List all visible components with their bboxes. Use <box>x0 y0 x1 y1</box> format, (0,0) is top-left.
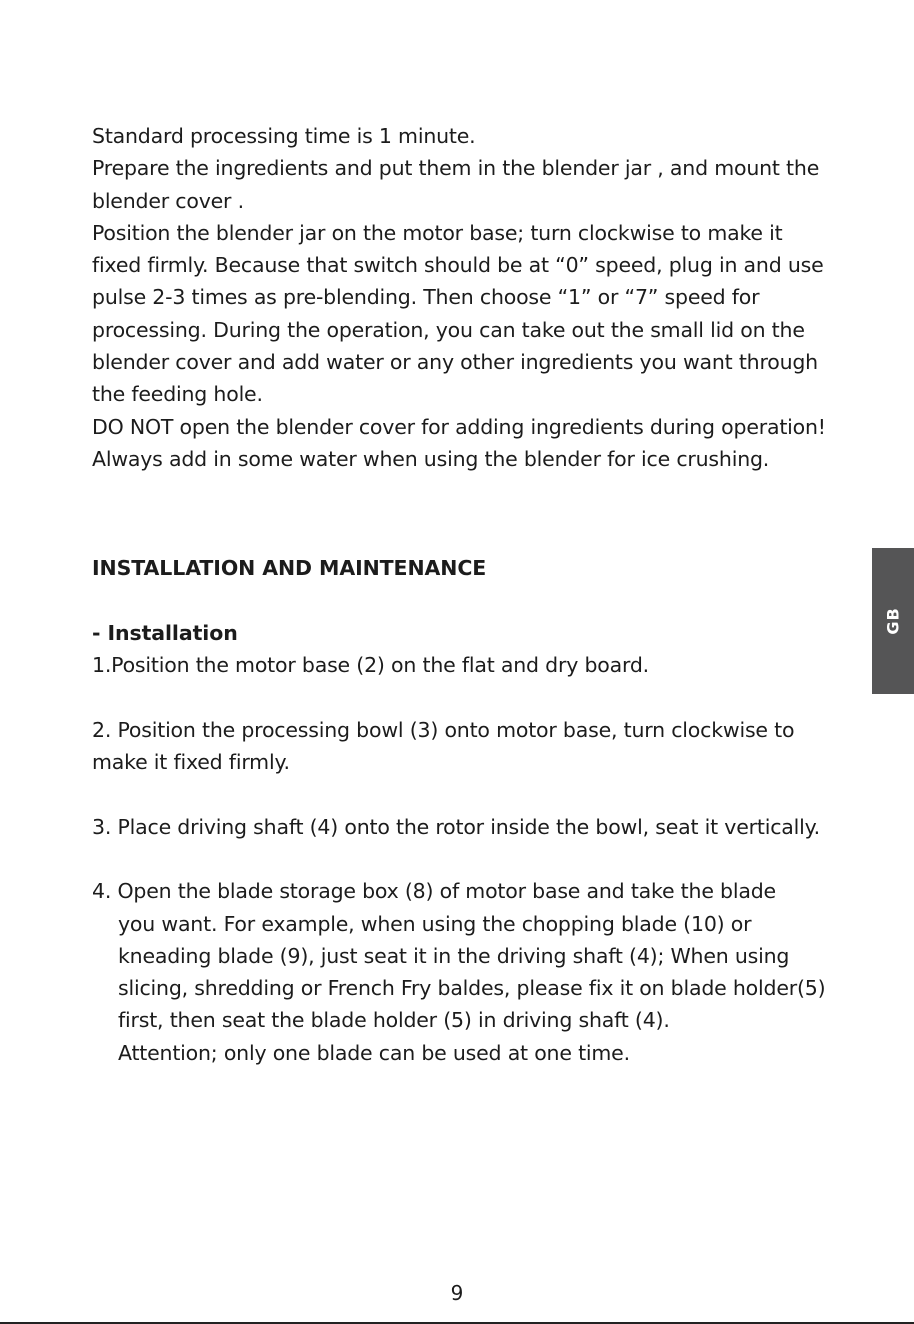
installation-step: 2. Position the processing bowl (3) onto motor base, turn clockwise to make it fixed firmly. <box>92 717 795 775</box>
language-tab <box>872 548 914 694</box>
page-content <box>92 120 832 1069</box>
subsection-heading: - Installation <box>92 620 238 645</box>
spacer <box>92 585 832 617</box>
installation-step: 1.Position the motor base (2) on the flat and dry board. <box>92 653 649 678</box>
spacer <box>92 681 832 713</box>
page-number: 9 <box>450 1281 464 1305</box>
warning-paragraph: DO NOT open the blender cover for adding ingredients during operation! <box>92 414 826 439</box>
intro-paragraph: Always add in some water when using the blender for ice crushing. <box>92 446 770 471</box>
installation-step: 4. Open the blade storage box (8) of motor base and take the blade <box>92 879 776 904</box>
section-heading: INSTALLATION AND MAINTENANCE <box>92 556 487 581</box>
installation-step-continuation: you want. For example, when using the chopping blade (10) or kneading blade (9), just seat it in the driving shaft (4); When using slicing, shredding or French Fry baldes, please fix it on blade holder(5) first, then seat the blade holder (5) in driving shaft (4). <box>118 911 826 1033</box>
intro-paragraph: Position the blender jar on the motor base; turn clockwise to make it fixed firmly. Because that switch should be at “0” speed, plug in and use pulse 2-3 times as pre-blending. Then choose “1” or “7” speed for processing. During the operation, you can take out the small lid on the blender cover and add water or any other ingredients you want through the feeding hole. <box>92 220 824 407</box>
installation-step: 3. Place driving shaft (4) onto the rotor inside the bowl, seat it vertically. <box>92 814 820 839</box>
spacer <box>92 843 832 875</box>
spacer <box>92 778 832 810</box>
intro-paragraph: Prepare the ingredients and put them in the blender jar , and mount the blender cover . <box>92 156 820 213</box>
attention-note: Attention; only one blade can be used at one time. <box>118 1040 630 1065</box>
section-spacer <box>92 475 832 552</box>
language-tab-label: GB <box>883 607 903 635</box>
intro-paragraph: Standard processing time is 1 minute. <box>92 124 476 148</box>
